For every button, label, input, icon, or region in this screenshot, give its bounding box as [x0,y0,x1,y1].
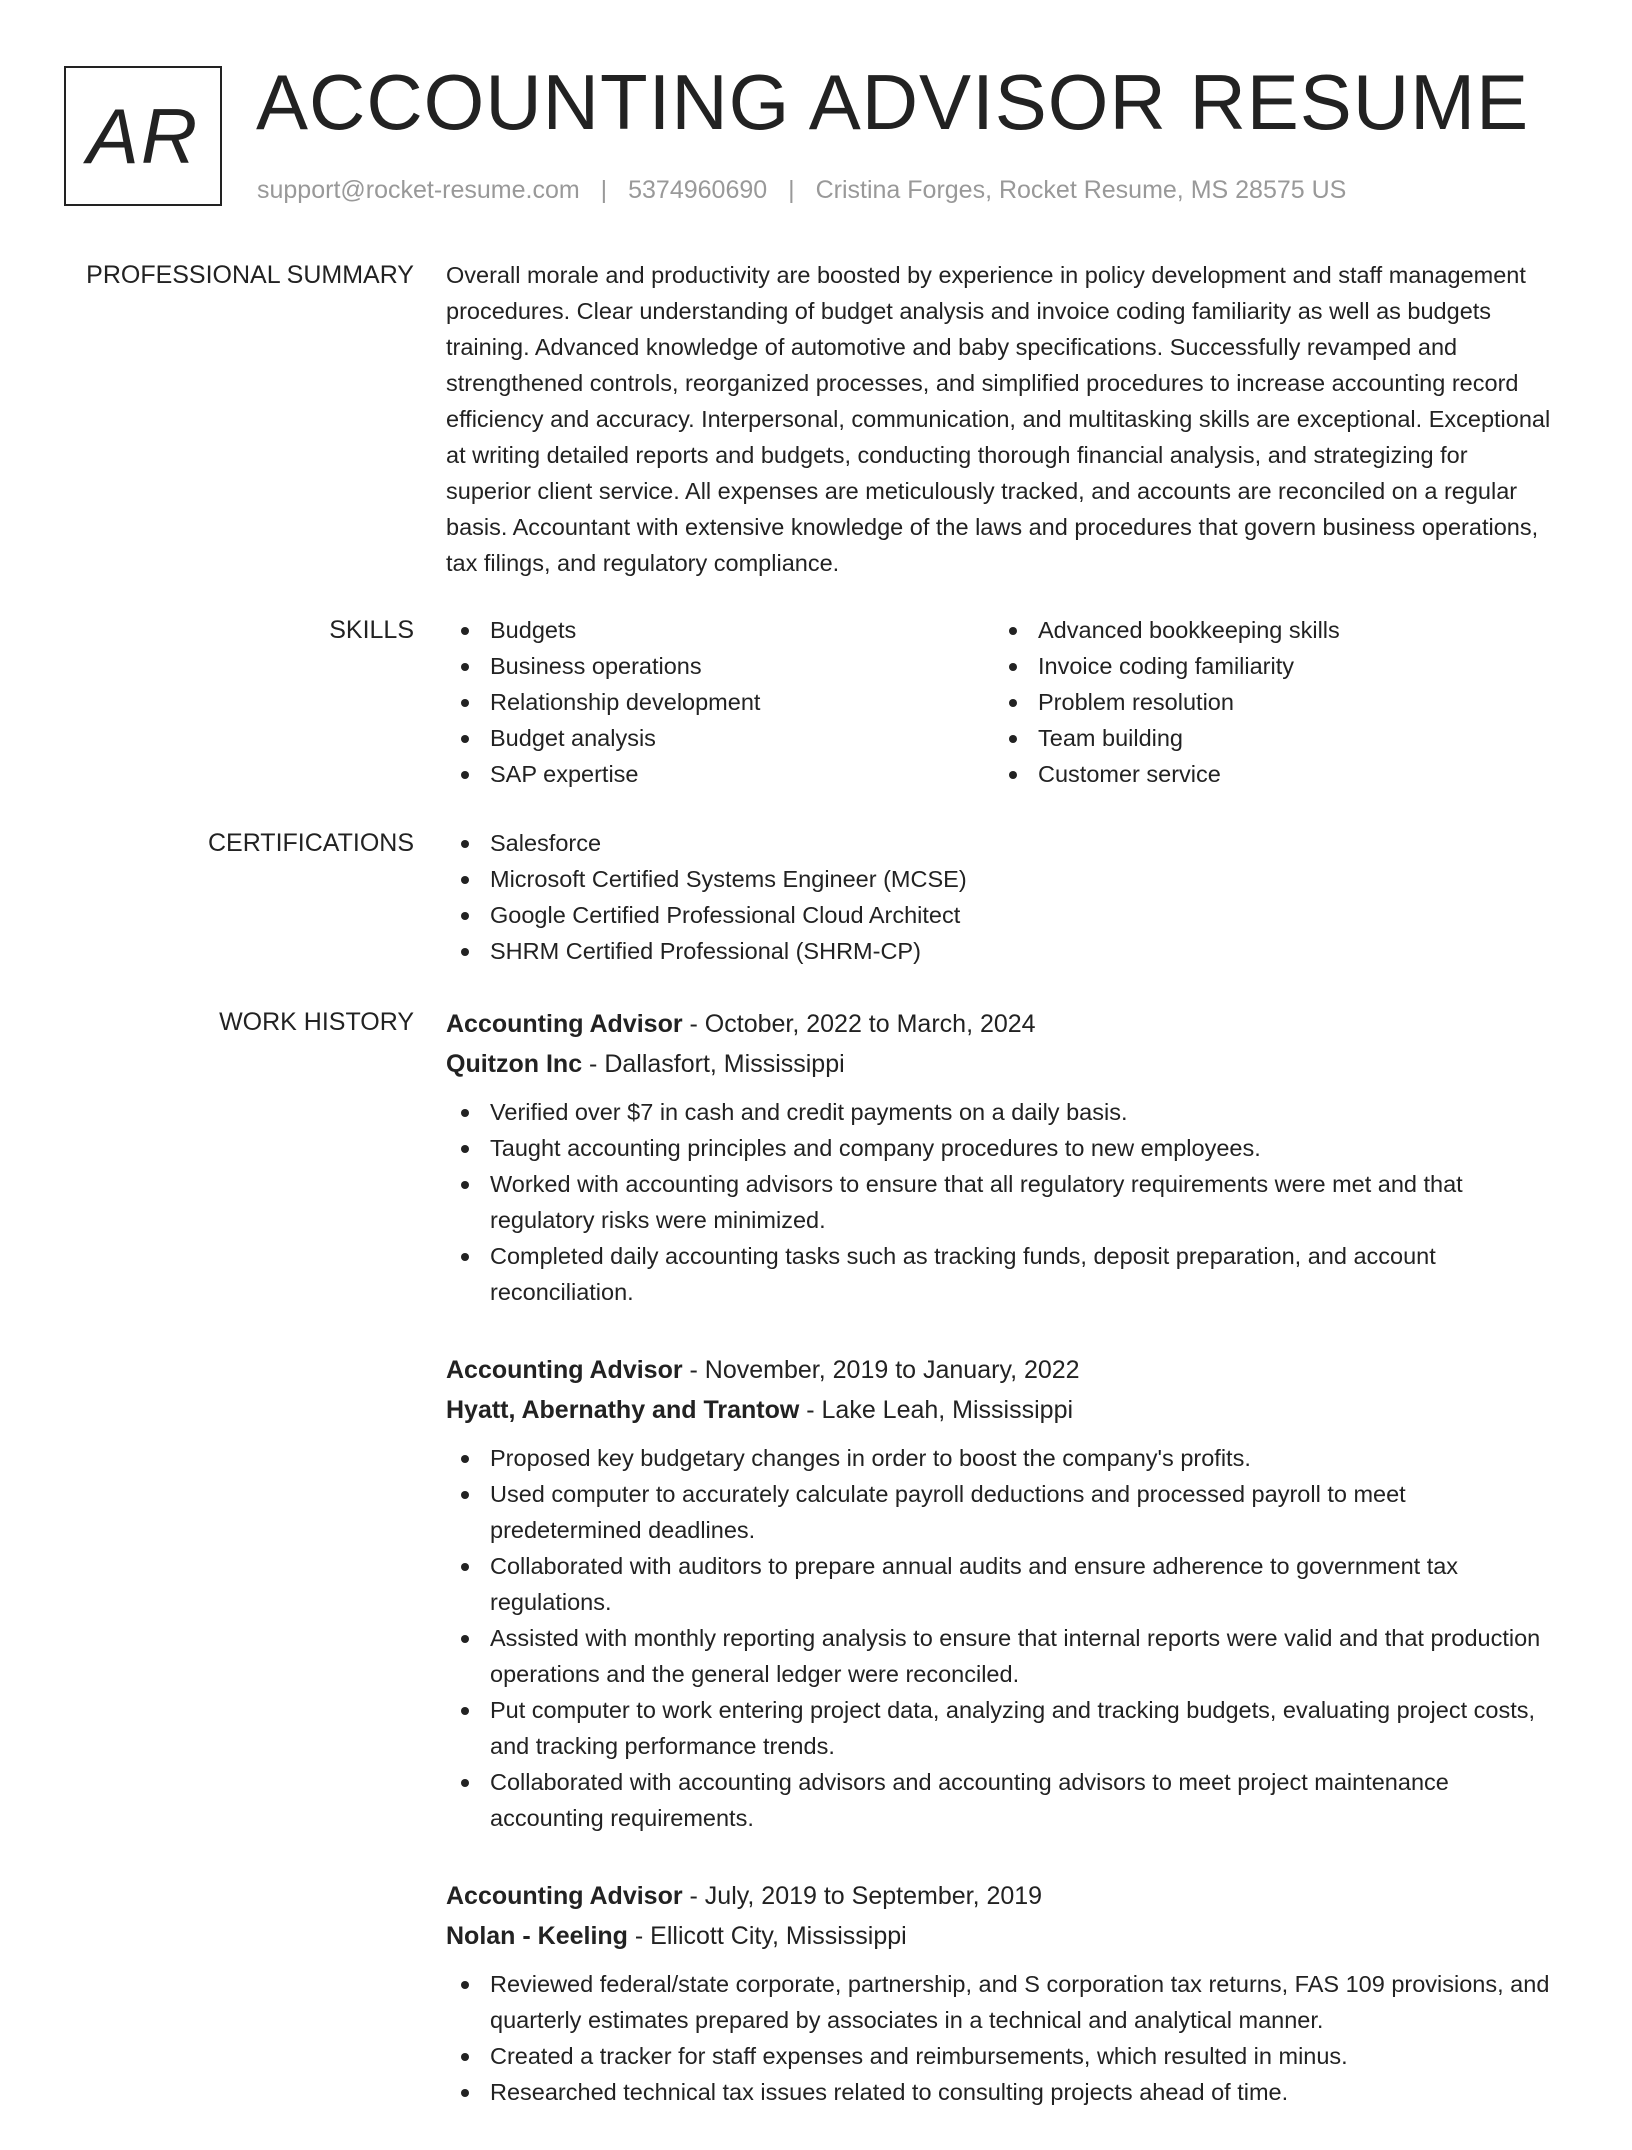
skill-item: Advanced bookkeeping skills [994,612,1542,648]
job-duty: Collaborated with auditors to prepare annual audits and ensure adherence to government tax regulations. [446,1548,1552,1620]
job-company-line [446,1916,1552,1956]
certification-item: SHRM Certified Professional (SHRM-CP) [446,933,1552,969]
contact-address: Cristina Forges, Rocket Resume, MS 28575 US [815,176,1347,204]
contact-separator: | [600,176,608,204]
job-company: Quitzon Inc [446,1050,583,1078]
job-entry [446,1876,1552,2110]
job-duty: Collaborated with accounting advisors and accounting advisors to meet project maintenance accounting requirements. [446,1764,1552,1836]
contact-email[interactable]: support@rocket-resume.com [257,176,580,204]
job-entry [446,1004,1552,1310]
contact-separator: | [788,176,795,204]
job-duties-list [446,1094,1552,1310]
certifications-list [446,825,1552,969]
job-duty: Created a tracker for staff expenses and reimbursements, which resulted in minus. [446,2038,1552,2074]
job-duties-list [446,1440,1552,1836]
job-location: - Lake Leah, Mississippi [799,1396,1074,1424]
job-duty: Assisted with monthly reporting analysis to ensure that internal reports were valid and that production operations and the general ledger were reconciled. [446,1620,1552,1692]
skill-item: Invoice coding familiarity [994,648,1542,684]
job-entry [446,1350,1552,1836]
skills-list-left [446,612,994,792]
job-dates: - November, 2019 to January, 2022 [682,1356,1080,1384]
job-duty: Proposed key budgetary changes in order to boost the company's profits. [446,1440,1552,1476]
job-duty: Taught accounting principles and company procedures to new employees. [446,1130,1552,1166]
skill-item: SAP expertise [446,756,994,792]
job-title: Accounting Advisor [446,1356,683,1384]
contact-phone[interactable]: 5374960690 [628,176,768,204]
skill-item: Customer service [994,756,1542,792]
job-company-line [446,1044,1552,1084]
contact-line [257,172,1346,208]
job-duty: Worked with accounting advisors to ensure that all regulatory requirements were met and that regulatory risks were minimized. [446,1166,1552,1238]
job-company: Hyatt, Abernathy and Trantow [446,1396,800,1424]
skill-item: Budgets [446,612,994,648]
work-history-heading: WORK HISTORY [219,1008,414,1036]
certification-item: Microsoft Certified Systems Engineer (MCSE) [446,861,1552,897]
job-dates: - October, 2022 to March, 2024 [682,1010,1036,1038]
certification-item: Google Certified Professional Cloud Architect [446,897,1552,933]
monogram-badge [64,66,222,206]
summary-heading: PROFESSIONAL SUMMARY [86,261,414,289]
skill-item: Budget analysis [446,720,994,756]
job-title-line [446,1876,1552,1916]
job-location: - Ellicott City, Mississippi [627,1922,907,1950]
job-duties-list [446,1966,1552,2110]
job-title-line [446,1350,1552,1390]
job-company-line [446,1390,1552,1430]
job-duty: Researched technical tax issues related to consulting projects ahead of time. [446,2074,1552,2110]
skill-item: Team building [994,720,1542,756]
skills-heading: SKILLS [329,616,414,644]
job-duty: Verified over $7 in cash and credit payments on a daily basis. [446,1094,1552,1130]
monogram-initials: AR [86,91,200,180]
skills-list-right [994,612,1542,792]
job-location: - Dallasfort, Mississippi [582,1050,845,1078]
job-title-line [446,1004,1552,1044]
job-dates: - July, 2019 to September, 2019 [682,1882,1043,1910]
job-duty: Completed daily accounting tasks such as tracking funds, deposit preparation, and account reconciliation. [446,1238,1552,1310]
resume-title: ACCOUNTING ADVISOR RESUME [256,58,1530,146]
summary-text: Overall morale and productivity are boosted by experience in policy development and staff management procedures. Clear understanding of budget analysis and invoice coding familiarity as well as budgets training. Advanced knowledge of automotive and baby specifications. Successfully revamped and strengthened controls, reorganized processes, and simplified procedures to increase accounting record efficiency and accuracy. Interpersonal, communication, and multitasking skills are exceptional. Exceptional at writing detailed reports and budgets, conducting thorough financial analysis, and strategizing for superior client service. All expenses are meticulously tracked, and accounts are reconciled on a regular basis. Accountant with extensive knowledge of the laws and procedures that govern business operations, tax filings, and regulatory compliance. [446,262,1551,576]
job-duty: Used computer to accurately calculate payroll deductions and processed payroll to meet predetermined deadlines. [446,1476,1552,1548]
job-title: Accounting Advisor [446,1010,683,1038]
skill-item: Problem resolution [994,684,1542,720]
certifications-heading: CERTIFICATIONS [207,829,414,857]
skill-item: Business operations [446,648,994,684]
skill-item: Relationship development [446,684,994,720]
job-duty: Put computer to work entering project data, analyzing and tracking budgets, evaluating project costs, and tracking performance trends. [446,1692,1552,1764]
job-title: Accounting Advisor [446,1882,683,1910]
certification-item: Salesforce [446,825,1552,861]
job-company: Nolan - Keeling [446,1922,628,1950]
job-duty: Reviewed federal/state corporate, partnership, and S corporation tax returns, FAS 109 provisions, and quarterly estimates prepared by associates in a technical and analytical manner. [446,1966,1552,2038]
